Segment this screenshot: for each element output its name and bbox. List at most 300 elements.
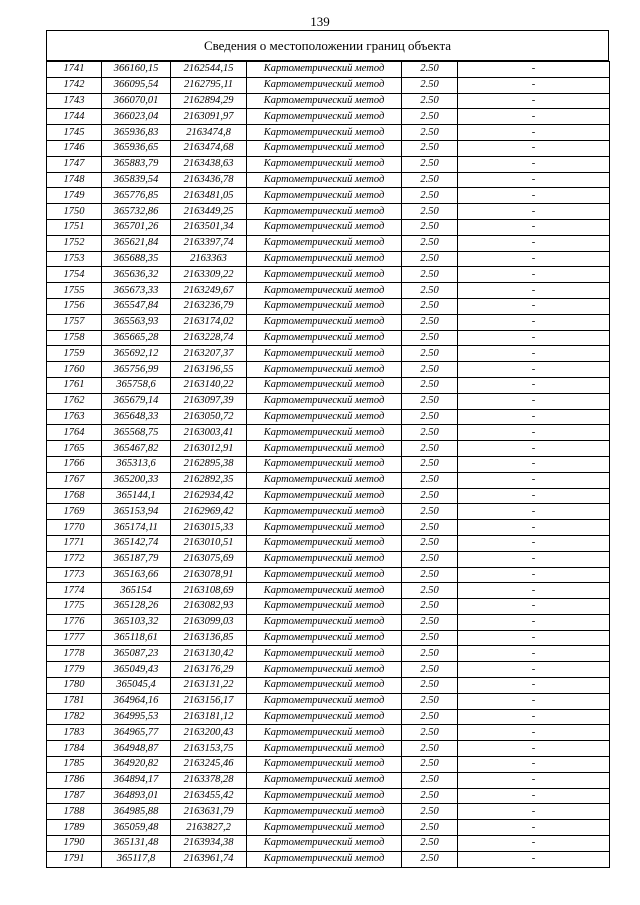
error-value-cell: - bbox=[458, 472, 610, 488]
method-cell: Картометрический метод bbox=[247, 456, 402, 472]
coord-x-cell: 365163,66 bbox=[102, 567, 171, 583]
error-value-cell: - bbox=[458, 377, 610, 393]
table-row bbox=[47, 757, 610, 773]
method-cell: Картометрический метод bbox=[247, 741, 402, 757]
method-cell: Картометрический метод bbox=[247, 583, 402, 599]
accuracy-cell: 2.50 bbox=[402, 251, 458, 267]
error-value-cell: - bbox=[458, 725, 610, 741]
point-number-cell: 1763 bbox=[47, 409, 102, 425]
method-cell: Картометрический метод bbox=[247, 219, 402, 235]
coord-x-cell: 366160,15 bbox=[102, 62, 171, 78]
method-cell: Картометрический метод bbox=[247, 314, 402, 330]
error-value-cell: - bbox=[458, 441, 610, 457]
point-number-cell: 1784 bbox=[47, 741, 102, 757]
error-value-cell: - bbox=[458, 393, 610, 409]
point-number-cell: 1749 bbox=[47, 188, 102, 204]
method-cell: Картометрический метод bbox=[247, 757, 402, 773]
method-cell: Картометрический метод bbox=[247, 93, 402, 109]
accuracy-cell: 2.50 bbox=[402, 614, 458, 630]
error-value-cell: - bbox=[458, 614, 610, 630]
error-value-cell: - bbox=[458, 298, 610, 314]
table-row bbox=[47, 488, 610, 504]
table-row bbox=[47, 709, 610, 725]
error-value-cell: - bbox=[458, 757, 610, 773]
coord-x-cell: 364964,16 bbox=[102, 693, 171, 709]
coord-y-cell: 2163091,97 bbox=[171, 109, 247, 125]
point-number-cell: 1768 bbox=[47, 488, 102, 504]
table-row bbox=[47, 820, 610, 836]
method-cell: Картометрический метод bbox=[247, 77, 402, 93]
point-number-cell: 1772 bbox=[47, 551, 102, 567]
point-number-cell: 1741 bbox=[47, 62, 102, 78]
method-cell: Картометрический метод bbox=[247, 709, 402, 725]
point-number-cell: 1781 bbox=[47, 693, 102, 709]
coord-x-cell: 365648,33 bbox=[102, 409, 171, 425]
error-value-cell: - bbox=[458, 188, 610, 204]
table-row bbox=[47, 583, 610, 599]
coord-y-cell: 2163153,75 bbox=[171, 741, 247, 757]
method-cell: Картометрический метод bbox=[247, 725, 402, 741]
table-row bbox=[47, 741, 610, 757]
table-row bbox=[47, 62, 610, 78]
coord-y-cell: 2163196,55 bbox=[171, 362, 247, 378]
coord-y-cell: 2163012,91 bbox=[171, 441, 247, 457]
accuracy-cell: 2.50 bbox=[402, 314, 458, 330]
method-cell: Картометрический метод bbox=[247, 235, 402, 251]
table-row bbox=[47, 235, 610, 251]
table-row bbox=[47, 678, 610, 694]
coord-y-cell: 2163363 bbox=[171, 251, 247, 267]
point-number-cell: 1776 bbox=[47, 614, 102, 630]
coord-y-cell: 2162934,42 bbox=[171, 488, 247, 504]
error-value-cell: - bbox=[458, 425, 610, 441]
error-value-cell: - bbox=[458, 314, 610, 330]
point-number-cell: 1748 bbox=[47, 172, 102, 188]
coord-y-cell: 2163481,05 bbox=[171, 188, 247, 204]
method-cell: Картометрический метод bbox=[247, 646, 402, 662]
table-row bbox=[47, 614, 610, 630]
accuracy-cell: 2.50 bbox=[402, 693, 458, 709]
accuracy-cell: 2.50 bbox=[402, 140, 458, 156]
coord-y-cell: 2163003,41 bbox=[171, 425, 247, 441]
coord-x-cell: 365045,4 bbox=[102, 678, 171, 694]
point-number-cell: 1751 bbox=[47, 219, 102, 235]
coord-x-cell: 365131,48 bbox=[102, 836, 171, 852]
point-number-cell: 1750 bbox=[47, 204, 102, 220]
error-value-cell: - bbox=[458, 140, 610, 156]
point-number-cell: 1753 bbox=[47, 251, 102, 267]
coord-x-cell: 365187,79 bbox=[102, 551, 171, 567]
coord-y-cell: 2163455,42 bbox=[171, 788, 247, 804]
coord-x-cell: 364985,88 bbox=[102, 804, 171, 820]
point-number-cell: 1787 bbox=[47, 788, 102, 804]
coord-x-cell: 365128,26 bbox=[102, 599, 171, 615]
coord-y-cell: 2163245,46 bbox=[171, 757, 247, 773]
point-number-cell: 1779 bbox=[47, 662, 102, 678]
accuracy-cell: 2.50 bbox=[402, 93, 458, 109]
accuracy-cell: 2.50 bbox=[402, 283, 458, 299]
coord-y-cell: 2163097,39 bbox=[171, 393, 247, 409]
coord-y-cell: 2163176,29 bbox=[171, 662, 247, 678]
accuracy-cell: 2.50 bbox=[402, 583, 458, 599]
coord-y-cell: 2163236,79 bbox=[171, 298, 247, 314]
coord-y-cell: 2163015,33 bbox=[171, 520, 247, 536]
coord-y-cell: 2163449,25 bbox=[171, 204, 247, 220]
point-number-cell: 1766 bbox=[47, 456, 102, 472]
accuracy-cell: 2.50 bbox=[402, 441, 458, 457]
accuracy-cell: 2.50 bbox=[402, 725, 458, 741]
coord-y-cell: 2163075,69 bbox=[171, 551, 247, 567]
coord-y-cell: 2163436,78 bbox=[171, 172, 247, 188]
method-cell: Картометрический метод bbox=[247, 836, 402, 852]
coord-y-cell: 2163207,37 bbox=[171, 346, 247, 362]
method-cell: Картометрический метод bbox=[247, 267, 402, 283]
coord-x-cell: 364893,01 bbox=[102, 788, 171, 804]
method-cell: Картометрический метод bbox=[247, 125, 402, 141]
point-number-cell: 1764 bbox=[47, 425, 102, 441]
table-row bbox=[47, 140, 610, 156]
method-cell: Картометрический метод bbox=[247, 788, 402, 804]
method-cell: Картометрический метод bbox=[247, 188, 402, 204]
coord-x-cell: 366023,04 bbox=[102, 109, 171, 125]
method-cell: Картометрический метод bbox=[247, 109, 402, 125]
coord-x-cell: 365839,54 bbox=[102, 172, 171, 188]
error-value-cell: - bbox=[458, 346, 610, 362]
coord-y-cell: 2163501,34 bbox=[171, 219, 247, 235]
table-row bbox=[47, 441, 610, 457]
coord-y-cell: 2163249,67 bbox=[171, 283, 247, 299]
coord-x-cell: 365174,11 bbox=[102, 520, 171, 536]
point-number-cell: 1780 bbox=[47, 678, 102, 694]
point-number-cell: 1771 bbox=[47, 535, 102, 551]
table-row bbox=[47, 662, 610, 678]
method-cell: Картометрический метод bbox=[247, 283, 402, 299]
error-value-cell: - bbox=[458, 646, 610, 662]
point-number-cell: 1770 bbox=[47, 520, 102, 536]
coord-x-cell: 365665,28 bbox=[102, 330, 171, 346]
method-cell: Картометрический метод bbox=[247, 140, 402, 156]
coord-x-cell: 365673,33 bbox=[102, 283, 171, 299]
coord-y-cell: 2163397,74 bbox=[171, 235, 247, 251]
method-cell: Картометрический метод bbox=[247, 441, 402, 457]
point-number-cell: 1759 bbox=[47, 346, 102, 362]
error-value-cell: - bbox=[458, 93, 610, 109]
method-cell: Картометрический метод bbox=[247, 820, 402, 836]
method-cell: Картометрический метод bbox=[247, 298, 402, 314]
coord-x-cell: 365936,83 bbox=[102, 125, 171, 141]
point-number-cell: 1765 bbox=[47, 441, 102, 457]
method-cell: Картометрический метод bbox=[247, 172, 402, 188]
accuracy-cell: 2.50 bbox=[402, 425, 458, 441]
point-number-cell: 1786 bbox=[47, 772, 102, 788]
coord-y-cell: 2163474,68 bbox=[171, 140, 247, 156]
table-row bbox=[47, 377, 610, 393]
method-cell: Картометрический метод bbox=[247, 472, 402, 488]
point-number-cell: 1769 bbox=[47, 504, 102, 520]
page-number: 139 bbox=[310, 14, 330, 29]
point-number-cell: 1747 bbox=[47, 156, 102, 172]
method-cell: Картометрический метод bbox=[247, 504, 402, 520]
method-cell: Картометрический метод bbox=[247, 62, 402, 78]
coord-y-cell: 2163082,93 bbox=[171, 599, 247, 615]
method-cell: Картометрический метод bbox=[247, 330, 402, 346]
method-cell: Картометрический метод bbox=[247, 204, 402, 220]
coord-x-cell: 365701,26 bbox=[102, 219, 171, 235]
accuracy-cell: 2.50 bbox=[402, 267, 458, 283]
coord-x-cell: 366095,54 bbox=[102, 77, 171, 93]
accuracy-cell: 2.50 bbox=[402, 362, 458, 378]
coord-y-cell: 2163228,74 bbox=[171, 330, 247, 346]
table-row bbox=[47, 172, 610, 188]
coord-x-cell: 364894,17 bbox=[102, 772, 171, 788]
error-value-cell: - bbox=[458, 62, 610, 78]
error-value-cell: - bbox=[458, 788, 610, 804]
table-row bbox=[47, 109, 610, 125]
table-row bbox=[47, 520, 610, 536]
table-row bbox=[47, 204, 610, 220]
coord-x-cell: 365467,82 bbox=[102, 441, 171, 457]
coord-x-cell: 365144,1 bbox=[102, 488, 171, 504]
table-row bbox=[47, 535, 610, 551]
error-value-cell: - bbox=[458, 567, 610, 583]
coord-x-cell: 365636,32 bbox=[102, 267, 171, 283]
coord-y-cell: 2162544,15 bbox=[171, 62, 247, 78]
error-value-cell: - bbox=[458, 504, 610, 520]
coord-y-cell: 2163140,22 bbox=[171, 377, 247, 393]
method-cell: Картометрический метод bbox=[247, 520, 402, 536]
point-number-cell: 1767 bbox=[47, 472, 102, 488]
error-value-cell: - bbox=[458, 125, 610, 141]
coord-x-cell: 365200,33 bbox=[102, 472, 171, 488]
coord-x-cell: 365547,84 bbox=[102, 298, 171, 314]
coord-x-cell: 364920,82 bbox=[102, 757, 171, 773]
accuracy-cell: 2.50 bbox=[402, 630, 458, 646]
coord-x-cell: 365776,85 bbox=[102, 188, 171, 204]
coord-y-cell: 2163438,63 bbox=[171, 156, 247, 172]
table-row bbox=[47, 630, 610, 646]
table-row bbox=[47, 456, 610, 472]
error-value-cell: - bbox=[458, 804, 610, 820]
accuracy-cell: 2.50 bbox=[402, 662, 458, 678]
point-number-cell: 1791 bbox=[47, 851, 102, 867]
table-row bbox=[47, 693, 610, 709]
coord-x-cell: 365154 bbox=[102, 583, 171, 599]
point-number-cell: 1775 bbox=[47, 599, 102, 615]
method-cell: Картометрический метод bbox=[247, 851, 402, 867]
method-cell: Картометрический метод bbox=[247, 488, 402, 504]
point-number-cell: 1790 bbox=[47, 836, 102, 852]
coord-y-cell: 2162795,11 bbox=[171, 77, 247, 93]
error-value-cell: - bbox=[458, 630, 610, 646]
error-value-cell: - bbox=[458, 456, 610, 472]
coord-x-cell: 365732,86 bbox=[102, 204, 171, 220]
point-number-cell: 1788 bbox=[47, 804, 102, 820]
table-row bbox=[47, 804, 610, 820]
table-row bbox=[47, 772, 610, 788]
accuracy-cell: 2.50 bbox=[402, 741, 458, 757]
point-number-cell: 1758 bbox=[47, 330, 102, 346]
accuracy-cell: 2.50 bbox=[402, 235, 458, 251]
error-value-cell: - bbox=[458, 535, 610, 551]
accuracy-cell: 2.50 bbox=[402, 188, 458, 204]
table-row bbox=[47, 77, 610, 93]
point-number-cell: 1762 bbox=[47, 393, 102, 409]
point-number-cell: 1773 bbox=[47, 567, 102, 583]
error-value-cell: - bbox=[458, 662, 610, 678]
error-value-cell: - bbox=[458, 836, 610, 852]
coord-x-cell: 364965,77 bbox=[102, 725, 171, 741]
coord-y-cell: 2163961,74 bbox=[171, 851, 247, 867]
coord-y-cell: 2163010,51 bbox=[171, 535, 247, 551]
coord-x-cell: 365568,75 bbox=[102, 425, 171, 441]
coord-y-cell: 2163309,22 bbox=[171, 267, 247, 283]
method-cell: Картометрический метод bbox=[247, 614, 402, 630]
error-value-cell: - bbox=[458, 583, 610, 599]
accuracy-cell: 2.50 bbox=[402, 377, 458, 393]
accuracy-cell: 2.50 bbox=[402, 62, 458, 78]
point-number-cell: 1783 bbox=[47, 725, 102, 741]
error-value-cell: - bbox=[458, 409, 610, 425]
error-value-cell: - bbox=[458, 330, 610, 346]
accuracy-cell: 2.50 bbox=[402, 788, 458, 804]
error-value-cell: - bbox=[458, 204, 610, 220]
coord-x-cell: 365688,35 bbox=[102, 251, 171, 267]
coord-x-cell: 365756,99 bbox=[102, 362, 171, 378]
point-number-cell: 1777 bbox=[47, 630, 102, 646]
error-value-cell: - bbox=[458, 599, 610, 615]
method-cell: Картометрический метод bbox=[247, 772, 402, 788]
point-number-cell: 1761 bbox=[47, 377, 102, 393]
accuracy-cell: 2.50 bbox=[402, 488, 458, 504]
accuracy-cell: 2.50 bbox=[402, 204, 458, 220]
accuracy-cell: 2.50 bbox=[402, 125, 458, 141]
accuracy-cell: 2.50 bbox=[402, 393, 458, 409]
coord-y-cell: 2163181,12 bbox=[171, 709, 247, 725]
table-row bbox=[47, 298, 610, 314]
accuracy-cell: 2.50 bbox=[402, 599, 458, 615]
coord-x-cell: 365936,65 bbox=[102, 140, 171, 156]
coord-x-cell: 366070,01 bbox=[102, 93, 171, 109]
table-row bbox=[47, 156, 610, 172]
error-value-cell: - bbox=[458, 709, 610, 725]
accuracy-cell: 2.50 bbox=[402, 646, 458, 662]
table-row bbox=[47, 472, 610, 488]
point-number-cell: 1755 bbox=[47, 283, 102, 299]
coord-y-cell: 2163474,8 bbox=[171, 125, 247, 141]
table-row bbox=[47, 93, 610, 109]
coordinates-table bbox=[46, 61, 610, 868]
point-number-cell: 1752 bbox=[47, 235, 102, 251]
coord-x-cell: 365142,74 bbox=[102, 535, 171, 551]
coord-x-cell: 365313,6 bbox=[102, 456, 171, 472]
method-cell: Картометрический метод bbox=[247, 377, 402, 393]
coord-x-cell: 365563,93 bbox=[102, 314, 171, 330]
table-row bbox=[47, 283, 610, 299]
error-value-cell: - bbox=[458, 488, 610, 504]
coord-y-cell: 2163136,85 bbox=[171, 630, 247, 646]
error-value-cell: - bbox=[458, 219, 610, 235]
coord-x-cell: 365087,23 bbox=[102, 646, 171, 662]
point-number-cell: 1785 bbox=[47, 757, 102, 773]
coord-y-cell: 2163156,17 bbox=[171, 693, 247, 709]
error-value-cell: - bbox=[458, 851, 610, 867]
coord-x-cell: 364995,53 bbox=[102, 709, 171, 725]
table-row bbox=[47, 125, 610, 141]
accuracy-cell: 2.50 bbox=[402, 535, 458, 551]
method-cell: Картометрический метод bbox=[247, 599, 402, 615]
table-row bbox=[47, 330, 610, 346]
error-value-cell: - bbox=[458, 251, 610, 267]
coord-y-cell: 2162895,38 bbox=[171, 456, 247, 472]
coord-x-cell: 365153,94 bbox=[102, 504, 171, 520]
table-row bbox=[47, 646, 610, 662]
point-number-cell: 1744 bbox=[47, 109, 102, 125]
table-row bbox=[47, 599, 610, 615]
coord-x-cell: 365103,32 bbox=[102, 614, 171, 630]
error-value-cell: - bbox=[458, 741, 610, 757]
coord-y-cell: 2163631,79 bbox=[171, 804, 247, 820]
coord-y-cell: 2163378,28 bbox=[171, 772, 247, 788]
method-cell: Картометрический метод bbox=[247, 346, 402, 362]
accuracy-cell: 2.50 bbox=[402, 757, 458, 773]
coord-x-cell: 365692,12 bbox=[102, 346, 171, 362]
coord-x-cell: 365118,61 bbox=[102, 630, 171, 646]
accuracy-cell: 2.50 bbox=[402, 836, 458, 852]
method-cell: Картометрический метод bbox=[247, 804, 402, 820]
coord-x-cell: 365117,8 bbox=[102, 851, 171, 867]
error-value-cell: - bbox=[458, 172, 610, 188]
table-row bbox=[47, 362, 610, 378]
error-value-cell: - bbox=[458, 77, 610, 93]
table-row bbox=[47, 314, 610, 330]
table-row bbox=[47, 188, 610, 204]
point-number-cell: 1743 bbox=[47, 93, 102, 109]
accuracy-cell: 2.50 bbox=[402, 219, 458, 235]
method-cell: Картометрический метод bbox=[247, 156, 402, 172]
table-row bbox=[47, 409, 610, 425]
accuracy-cell: 2.50 bbox=[402, 804, 458, 820]
table-row bbox=[47, 219, 610, 235]
accuracy-cell: 2.50 bbox=[402, 330, 458, 346]
table-row bbox=[47, 267, 610, 283]
method-cell: Картометрический метод bbox=[247, 251, 402, 267]
coord-y-cell: 2163099,03 bbox=[171, 614, 247, 630]
method-cell: Картометрический метод bbox=[247, 551, 402, 567]
point-number-cell: 1742 bbox=[47, 77, 102, 93]
accuracy-cell: 2.50 bbox=[402, 567, 458, 583]
coord-y-cell: 2162892,35 bbox=[171, 472, 247, 488]
table-row bbox=[47, 851, 610, 867]
method-cell: Картометрический метод bbox=[247, 678, 402, 694]
section-title: Сведения о местоположении границ объекта bbox=[203, 38, 452, 53]
error-value-cell: - bbox=[458, 693, 610, 709]
method-cell: Картометрический метод bbox=[247, 393, 402, 409]
table-row bbox=[47, 393, 610, 409]
accuracy-cell: 2.50 bbox=[402, 820, 458, 836]
point-number-cell: 1782 bbox=[47, 709, 102, 725]
coord-x-cell: 365883,79 bbox=[102, 156, 171, 172]
coord-x-cell: 365049,43 bbox=[102, 662, 171, 678]
coord-x-cell: 365621,84 bbox=[102, 235, 171, 251]
coord-x-cell: 364948,87 bbox=[102, 741, 171, 757]
table-row bbox=[47, 567, 610, 583]
coord-y-cell: 2163050,72 bbox=[171, 409, 247, 425]
method-cell: Картометрический метод bbox=[247, 693, 402, 709]
coord-y-cell: 2163174,02 bbox=[171, 314, 247, 330]
error-value-cell: - bbox=[458, 820, 610, 836]
method-cell: Картометрический метод bbox=[247, 662, 402, 678]
method-cell: Картометрический метод bbox=[247, 567, 402, 583]
